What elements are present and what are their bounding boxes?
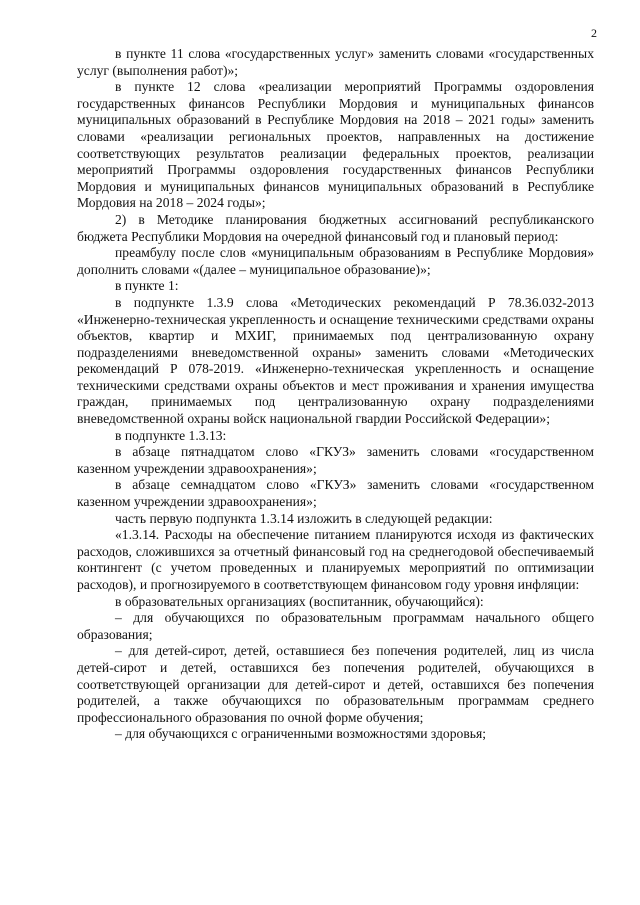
paragraph-educational-orgs: в образовательных организациях (воспитанник, обучающийся):: [115, 593, 484, 609]
paragraph-item-11: в пункте 11 слова «государственных услуг» заменить словами «государственных услуг (выполнения работ)»;: [77, 46, 594, 78]
paragraph-subpoint-1-3-14-intro: часть первую подпункта 1.3.14 изложить в следующей редакции:: [115, 510, 493, 526]
paragraph-point-1: в пункте 1:: [115, 278, 179, 294]
paragraph-methodology: 2) в Методике планирования бюджетных ассигнований республиканского бюджета Республики Мордовия на очередной финансовый год и плановый период:: [77, 211, 594, 244]
list-item-disabilities: – для обучающихся с ограниченными возможностями здоровья;: [115, 726, 486, 742]
paragraph-subpoint-1-3-13: в подпункте 1.3.13:: [115, 427, 227, 443]
paragraph-subpoint-1-3-9: в подпункте 1.3.9 слова «Методических рекомендаций Р 78.36.032-2013 «Инженерно-техническая укрепленность и оснащение техническими средствами охраны объектов, квартир и МХИГ, принимаемых под централизованную охрану подразделениями вневедомственной охраны» заменить словами «Методических рекомендаций Р 078-2019. «Инженерно-техническая укрепленность и оснащение техническими средствами охраны объектов и мест проживания и хранения имущества граждан, принимаемых под централизованную охрану подразделениями вневедомственной охраны войск национальной гвардии Российской Федерации»;: [77, 294, 594, 427]
paragraph-abzac-15: в абзаце пятнадцатом слово «ГКУЗ» заменить словами «государственном казенном учреждении здравоохранения»;: [77, 444, 594, 476]
list-item-primary-education: – для обучающихся по образовательным программам начального общего образования;: [77, 610, 594, 642]
document-body: [77, 46, 594, 743]
paragraph-subpoint-1-3-14: «1.3.14. Расходы на обеспечение питанием планируются исходя из фактических расходов, сложившихся за отчетный финансовый год на среднегодовой обеспечиваемый контингент (с учетом проведенных и планируемых мероприятий по оптимизации расходов), и прогнозируемого в соответствующем финансовом году уровня инфляции:: [77, 527, 594, 592]
page-number: 2: [591, 26, 597, 40]
paragraph-item-12: в пункте 12 слова «реализации мероприятий Программы оздоровления государственных финансов Республики Мордовия и муниципальных финансов муниципальных образований в Республике Мордовия на 2018 – 2021 годы» заменить словами «реализации региональных проектов, направленных на достижение соответствующих результатов реализации федеральных проектов, реализации мероприятий Программы оздоровления государственных финансов Республики Мордовия и муниципальных финансов муниципальных образований в Республике Мордовия на 2018 – 2024 годы»;: [77, 79, 594, 211]
paragraph-abzac-17: в абзаце семнадцатом слово «ГКУЗ» заменить словами «государственном казенном учреждении здравоохранения»;: [77, 477, 594, 510]
list-item-orphans: – для детей-сирот, детей, оставшиеся без попечения родителей, лиц из числа детей-сирот и детей, оставшихся без попечения родителей, обучающихся в соответствующей организации для детей-сирот и детей, оставшихся без попечения родителей, а также обучающихся по образовательным программам среднего профессионального образования по очной форме обучения;: [77, 643, 594, 725]
paragraph-preamble: преамбулу после слов «муниципальным образованиям в Республике Мордовия» дополнить словами «(далее – муниципальное образование)»;: [77, 245, 594, 277]
